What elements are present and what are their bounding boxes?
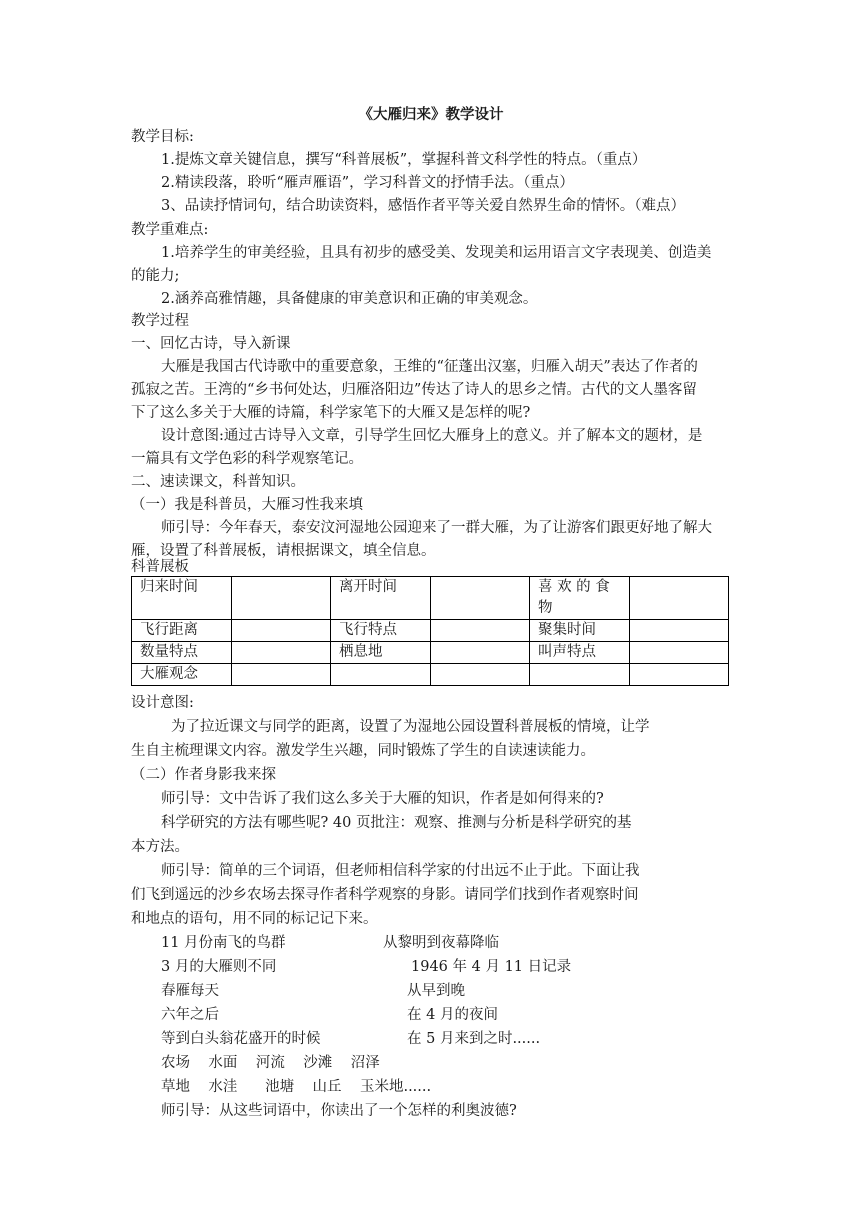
- table-cell-blank: [231, 577, 330, 620]
- table-cell-blank: [629, 577, 728, 620]
- paragraph-line: 师引导：文中告诉了我们这么多关于大雁的知识，作者是如何得来的?: [161, 791, 604, 807]
- table-cell-blank: [629, 664, 728, 686]
- paragraph-line: 下了这么多关于大雁的诗篇，科学家笔下的大雁又是怎样的呢?: [131, 405, 531, 421]
- table-cell: 飞行距离: [132, 620, 232, 642]
- objectives-heading: 教学目标:: [131, 129, 194, 145]
- science-board-table: [131, 576, 729, 686]
- section1-heading: 一、回忆古诗，导入新课: [131, 336, 291, 352]
- table-row: [132, 620, 729, 642]
- table-cell: 数量特点: [132, 642, 232, 664]
- paragraph-line: 生自主梳理课文内容。激发学生兴趣，同时锻炼了学生的自读速读能力。: [131, 743, 595, 759]
- keypoint-item: 2.涵养高雅情趣，具备健康的审美意识和正确的审美观念。: [161, 291, 538, 307]
- phrase-left: 3 月的大雁则不同: [161, 959, 277, 975]
- process-heading: 教学过程: [131, 313, 189, 329]
- part1-heading: （一）我是科普员，大雁习性我来填: [131, 497, 363, 513]
- table-cell: 离开时间: [330, 577, 430, 620]
- paragraph-line: 本方法。: [131, 839, 189, 855]
- table-caption: 科普展板: [131, 559, 189, 575]
- phrase-left: 等到白头翁花盛开的时候: [161, 1031, 321, 1047]
- table-cell-blank: [629, 620, 728, 642]
- phrase-right: 从黎明到夜幕降临: [383, 935, 499, 951]
- places-line: 草地 水洼 池塘 山丘 玉米地......: [161, 1079, 432, 1095]
- table-row: [132, 642, 729, 664]
- table-cell-blank: [629, 642, 728, 664]
- paragraph-line: 们飞到遥远的沙乡农场去探寻作者科学观察的身影。请同学们找到作者观察时间: [131, 887, 639, 903]
- intent2-heading: 设计意图:: [131, 695, 194, 711]
- objective-item: 1.提炼文章关键信息，撰写“科普展板”，掌握科普文科学性的特点。（重点）: [161, 152, 647, 168]
- part2-heading: （二）作者身影我来探: [131, 767, 276, 783]
- keypoints-heading: 教学重难点:: [131, 222, 209, 238]
- paragraph-line: 科学研究的方法有哪些呢? 40 页批注：观察、推测与分析是科学研究的基: [161, 815, 632, 831]
- table-cell: [529, 577, 629, 620]
- table-cell: 栖息地: [330, 642, 430, 664]
- phrase-right: 在 4 月的夜间: [407, 1007, 498, 1023]
- phrase-left: 六年之后: [161, 1007, 219, 1023]
- table-cell-blank: [330, 664, 430, 686]
- phrase-right: 1946 年 4 月 11 日记录: [411, 959, 572, 975]
- food-label-line1: 喜 欢 的 食: [537, 579, 610, 595]
- table-cell: 大雁观念: [132, 664, 232, 686]
- phrase-left: 11 月份南飞的鸟群: [161, 935, 286, 951]
- paragraph-line: 雁，设置了科普展板，请根据课文，填全信息。: [131, 543, 436, 559]
- paragraph-line: 孤寂之苦。王湾的“乡书何处达，归雁洛阳边”传达了诗人的思乡之情。古代的文人墨客留: [131, 382, 697, 398]
- table-row: [132, 664, 729, 686]
- phrase-left: 春雁每天: [161, 983, 219, 999]
- table-cell-blank: [231, 620, 330, 642]
- objective-item: 2.精读段落，聆听“雁声雁语”，学习科普文的抒情手法。（重点）: [161, 175, 574, 191]
- places-line: 农场 水面 河流 沙滩 沼泽: [161, 1055, 380, 1071]
- table-cell-blank: [430, 577, 529, 620]
- table-row: [132, 577, 729, 620]
- phrase-right: 在 5 月来到之时......: [407, 1031, 541, 1047]
- paragraph-line: 师引导：简单的三个词语，但老师相信科学家的付出远不止于此。下面让我: [161, 863, 640, 879]
- phrase-right: 从早到晚: [407, 983, 465, 999]
- table-cell: 叫声特点: [529, 642, 629, 664]
- table-cell: 飞行特点: [330, 620, 430, 642]
- table-cell-blank: [430, 664, 529, 686]
- paragraph-line: 师引导：今年春天，泰安汶河湿地公园迎来了一群大雁，为了让游客们跟更好地了解大: [161, 520, 712, 536]
- table-cell: 聚集时间: [529, 620, 629, 642]
- paragraph-line: 为了拉近课文与同学的距离，设置了为湿地公园设置科普展板的情境，让学: [171, 719, 650, 735]
- table-cell: 归来时间: [132, 577, 232, 620]
- paragraph-line: 和地点的语句，用不同的标记记下来。: [131, 911, 378, 927]
- objective-item: 3、品读抒情词句，结合助读资料，感悟作者平等关爱自然界生命的情怀。（难点）: [161, 198, 685, 214]
- section2-heading: 二、速读课文，科普知识。: [131, 474, 305, 490]
- paragraph-line: 大雁是我国古代诗歌中的重要意象，王维的“征蓬出汉塞，归雁入胡天”表达了作者的: [161, 359, 698, 375]
- food-label-line2: 物: [537, 600, 553, 616]
- keypoint-item: 1.培养学生的审美经验，且具有初步的感受美、发现美和运用语言文字表现美、创造美: [161, 245, 712, 261]
- table-cell-blank: [231, 664, 330, 686]
- table-cell-blank: [430, 642, 529, 664]
- paragraph-line: 设计意图:通过古诗导入文章，引导学生回忆大雁身上的意义。并了解本文的题材，是: [161, 428, 703, 444]
- page-title: 《大雁归来》教学设计: [358, 107, 504, 123]
- table-cell-blank: [430, 620, 529, 642]
- paragraph-line: 师引导：从这些词语中，你读出了一个怎样的利奥波德?: [161, 1103, 517, 1119]
- keypoint-item-cont: 的能力;: [131, 268, 180, 284]
- table-cell-blank: [231, 642, 330, 664]
- table-cell-blank: [529, 664, 629, 686]
- paragraph-line: 一篇具有文学色彩的科学观察笔记。: [131, 451, 363, 467]
